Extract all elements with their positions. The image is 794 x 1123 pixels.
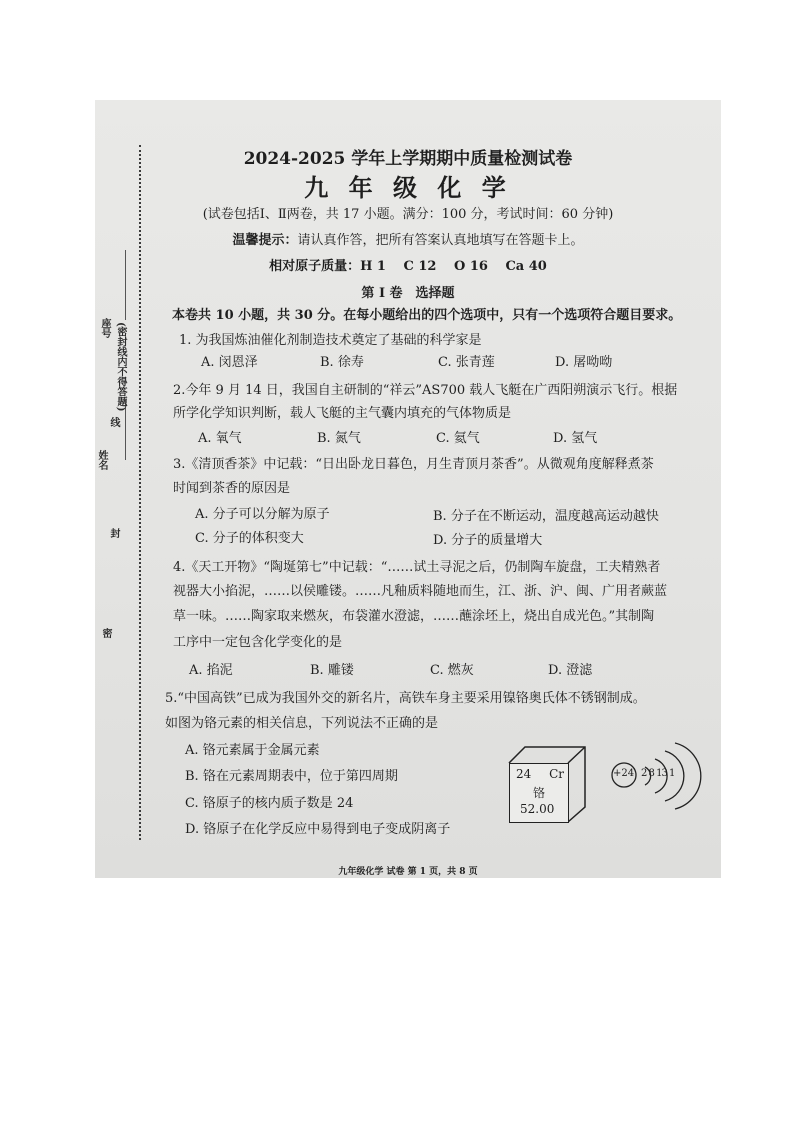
tips-label: 温馨提示：: [232, 233, 298, 248]
q4-stem-line4: 工序中一定包含化学变化的是: [173, 635, 343, 650]
element-name: 铬: [533, 786, 546, 800]
q5-stem-line1: 5.“中国高铁”已成为我国外交的新名片，高铁车身主要采用镍铬奥氏体不锈钢制成。: [165, 691, 646, 706]
q3-option-c: C. 分子的体积变大: [195, 531, 304, 546]
q2-option-c: C. 氦气: [436, 431, 480, 446]
q5-option-c: C. 铬原子的核内质子数是 24: [185, 796, 354, 811]
exam-title: 2024-2025 学年上学期期中质量检测试卷: [243, 149, 573, 169]
q1-option-d: D. 屠呦呦: [555, 355, 613, 370]
q3-option-b: B. 分子在不断运动，温度越高运动越快: [433, 509, 659, 524]
no-answer-notice: (密封线内不得答题): [115, 322, 126, 412]
q3-option-d: D. 分子的质量增大: [433, 533, 543, 548]
q4-stem-line2: 视器大小掐泥，……以侯雕镂。……凡釉质料随地而生，江、浙、沪、闽、广用者蕨蓝: [173, 584, 668, 599]
q2-option-d: D. 氢气: [553, 431, 598, 446]
exam-subject: 九 年 级 化 学: [304, 173, 512, 202]
exam-info: (试卷包括Ⅰ、Ⅱ两卷，共 17 小题。满分：100 分，考试时间：60 分钟): [202, 207, 614, 222]
section-title: 第 Ⅰ 卷 选择题: [361, 286, 455, 301]
nucleus-charge: +24: [613, 768, 635, 779]
q4-stem-line3: 草一味。……陶家取来燃灰，布袋灌水澄滤，……蘸涂坯上，烧出自成光色。”其制陶: [173, 609, 655, 624]
q1-option-c: C. 张青莲: [438, 355, 495, 370]
q4-option-b: B. 雕镂: [310, 663, 354, 678]
q1-option-b: B. 徐寿: [320, 355, 364, 370]
page-footer: 九年级化学 试卷 第 1 页，共 8 页: [338, 867, 478, 877]
q2-option-b: B. 氮气: [317, 431, 361, 446]
q5-stem-line2: 如图为铬元素的相关信息，下列说法不正确的是: [165, 716, 439, 731]
seal-dotted-line: [139, 145, 141, 840]
q3-stem-line2: 时闻到茶香的原因是: [173, 481, 291, 496]
tips-text: 请认真作答，把所有答案认真地填写在答题卡上。: [297, 233, 584, 248]
atom-structure-diagram: [605, 735, 705, 810]
q1-stem: 1. 为我国炼油催化剂制造技术奠定了基础的科学家是: [179, 333, 482, 348]
warm-tips: [95, 229, 721, 248]
q3-option-a: A. 分子可以分解为原子: [195, 507, 330, 522]
q2-option-a: A. 氧气: [198, 431, 242, 446]
section-intro: 本卷共 10 小题，共 30 分。在每小题给出的四个选项中，只有一个选项符合题目要求。: [172, 308, 682, 323]
element-cell: [505, 745, 589, 829]
seat-label: 座号: [99, 318, 110, 338]
q5-option-d: D. 铬原子在化学反应中易得到电子变成阴离子: [185, 822, 451, 837]
q2-stem-line1: 2.今年 9 月 14 日，我国自主研制的“祥云”AS700 载人飞艇在广西阳朔演示飞行。根据: [173, 383, 678, 398]
element-symbol: Cr: [549, 767, 564, 781]
scanned-exam-page: [95, 100, 721, 878]
q4-stem-line1: 4.《天工开物》“陶埏第七”中记载：“……试土寻泥之后，仍制陶车旋盘，工夫精熟者: [173, 560, 661, 575]
q5-option-b: B. 铬在元素周期表中，位于第四周期: [185, 769, 398, 784]
name-label: 姓名: [96, 450, 107, 470]
atomic-mass: 相对原子质量：H 1 C 12 O 16 Ca 40: [269, 259, 547, 274]
element-face: [509, 763, 569, 823]
seal-label: 封: [108, 528, 119, 538]
q4-option-d: D. 澄滤: [548, 663, 593, 678]
atomic-mass-value: 52.00: [520, 802, 555, 816]
q4-option-a: A. 掐泥: [189, 663, 233, 678]
line-label: 线: [108, 417, 119, 427]
q4-option-c: C. 燃灰: [430, 663, 474, 678]
atomic-number: 24: [516, 767, 532, 781]
q2-stem-line2: 所学化学知识判断，载人飞艇的主气囊内填充的气体物质是: [173, 406, 512, 421]
secret-label: 密: [100, 628, 111, 638]
q5-option-a: A. 铬元素属于金属元素: [185, 743, 320, 758]
q1-option-a: A. 闵恩泽: [201, 355, 258, 370]
q3-stem-line1: 3.《清顶香茶》中记载：“日出卧龙日暮色，月生青顶月茶香”。从微观角度解释煮茶: [173, 457, 654, 472]
shell-electrons: 2 8 13 1: [641, 768, 675, 779]
